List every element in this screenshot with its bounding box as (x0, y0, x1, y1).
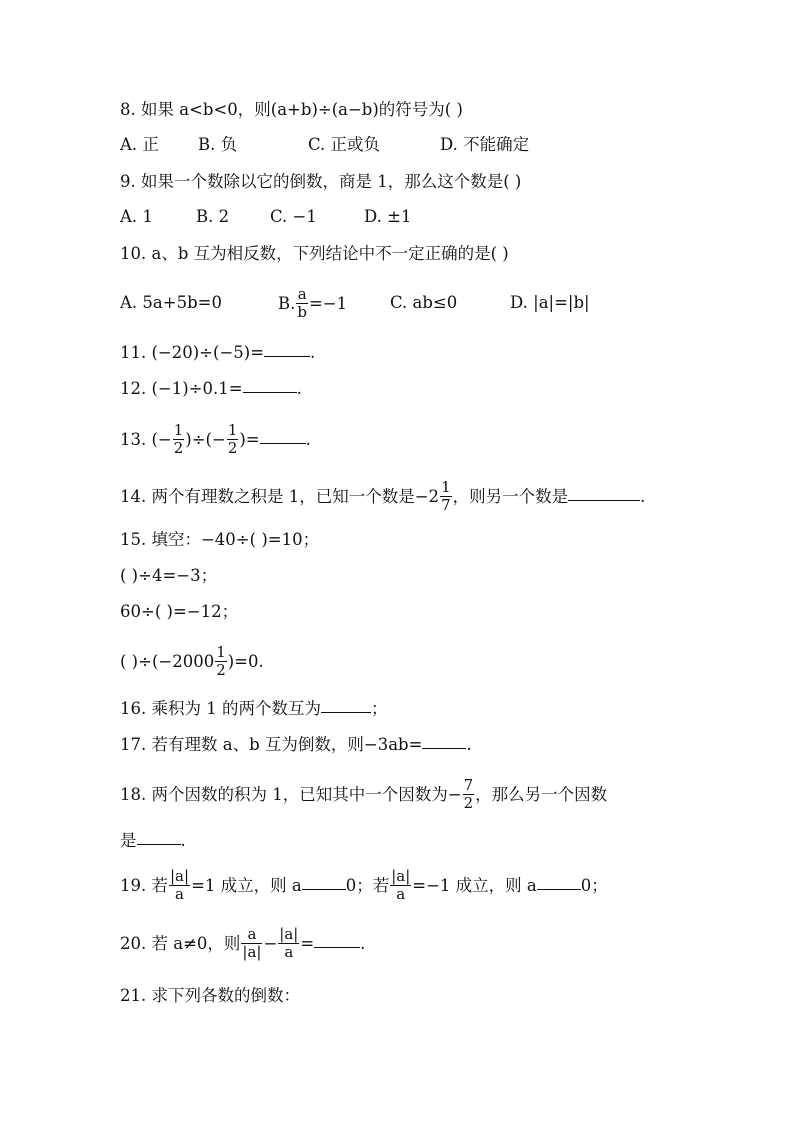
q8-option-d[interactable]: D. 不能确定 (440, 135, 530, 154)
answer-blank[interactable] (243, 376, 297, 393)
question-17: 17. 若有理数 a、b 互为倒数，则−3ab= . (120, 732, 472, 754)
q10-option-b[interactable]: B. $\frac{a}{b}$ =−1 (278, 285, 348, 321)
q9-option-d[interactable]: D. ±1 (364, 207, 412, 226)
answer-blank[interactable] (422, 732, 466, 749)
q8-option-b[interactable]: B. 负 (198, 135, 238, 154)
question-9-options (120, 206, 411, 228)
question-15-line-4: ( )÷(−2000 $\frac{1}{2}$ )=0. (120, 643, 264, 679)
q10-option-c[interactable]: C. ab≤0 (390, 293, 458, 312)
answer-blank[interactable] (260, 427, 306, 444)
question-15-line-2: ( )÷4=−3； (120, 565, 218, 585)
question-8-options (120, 134, 529, 156)
fraction-abs-a-over-a: $\frac{|a|}{a}$ (279, 925, 299, 961)
answer-blank[interactable] (302, 873, 346, 890)
question-15-line-3: 60÷( )=−12； (120, 601, 239, 621)
fraction-one-seventh: $\frac{1}{7}$ (441, 478, 451, 514)
q10-fraction-a-over-b: $\frac{a}{b}$ (297, 285, 307, 321)
fraction-one-half: $\frac{1}{2}$ (216, 643, 226, 679)
fraction-abs-a-over-a: $\frac{|a|}{a}$ (391, 867, 411, 903)
answer-blank[interactable] (568, 484, 640, 501)
q10-option-d[interactable]: D. |a|=|b| (510, 293, 590, 312)
answer-blank[interactable] (137, 828, 181, 845)
q10-option-a[interactable]: A. 5a+5b=0 (120, 293, 222, 312)
question-20: 20. 若 a≠0，则 $\frac{a}{|a|}$ − $\frac{|a|}{a}$ = . (120, 925, 366, 961)
q9-option-a[interactable]: A. 1 (120, 207, 153, 226)
question-19: 19. 若 $\frac{|a|}{a}$ =1 成立，则 a 0；若 $\frac{|a|}{a}$ =−1 成立，则 a 0； (120, 867, 608, 903)
question-10-stem: 10. a、b 互为相反数，下列结论中不一定正确的是( ) (120, 243, 509, 263)
question-11: 11. (−20)÷(−5)= . (120, 340, 315, 362)
question-8-stem: 8. 如果 a<b<0，则(a+b)÷(a−b)的符号为( ) (120, 99, 463, 119)
fraction-seven-halves: $\frac{7}{2}$ (463, 776, 474, 812)
fraction-one-half: $\frac{1}{2}$ (227, 421, 238, 457)
question-18-line-2: 是 . (120, 828, 186, 850)
question-21: 21. 求下列各数的倒数： (120, 985, 300, 1005)
q8-option-a[interactable]: A. 正 (120, 135, 159, 154)
answer-blank[interactable] (314, 931, 360, 948)
answer-blank[interactable] (264, 340, 310, 357)
fraction-a-over-abs-a: $\frac{a}{|a|}$ (242, 925, 262, 961)
fraction-one-half: $\frac{1}{2}$ (173, 421, 184, 457)
q9-option-c[interactable]: C. −1 (270, 207, 317, 226)
answer-blank[interactable] (537, 873, 581, 890)
question-12: 12. (−1)÷0.1= . (120, 376, 302, 398)
question-18: 18. 两个因数的积为 1，已知其中一个因数为− $\frac{7}{2}$ ，那么另一个因数 (120, 776, 608, 812)
q8-option-c[interactable]: C. 正或负 (308, 135, 381, 154)
question-14: 14. 两个有理数之积是 1，已知一个数是−2 $\frac{1}{7}$ ，则另一个数是 . (120, 478, 646, 514)
question-10-options (120, 285, 590, 321)
answer-blank[interactable] (321, 696, 371, 713)
question-16: 16. 乘积为 1 的两个数互为 ； (120, 696, 387, 718)
question-15-line-1: 15. 填空：−40÷( )=10； (120, 529, 320, 549)
question-9-stem: 9. 如果一个数除以它的倒数，商是 1，那么这个数是( ) (120, 171, 522, 191)
fraction-abs-a-over-a: $\frac{|a|}{a}$ (170, 867, 190, 903)
question-13: 13. (− $\frac{1}{2}$ )÷(− $\frac{1}{2}$ )= . (120, 421, 311, 457)
q9-option-b[interactable]: B. 2 (196, 207, 230, 226)
